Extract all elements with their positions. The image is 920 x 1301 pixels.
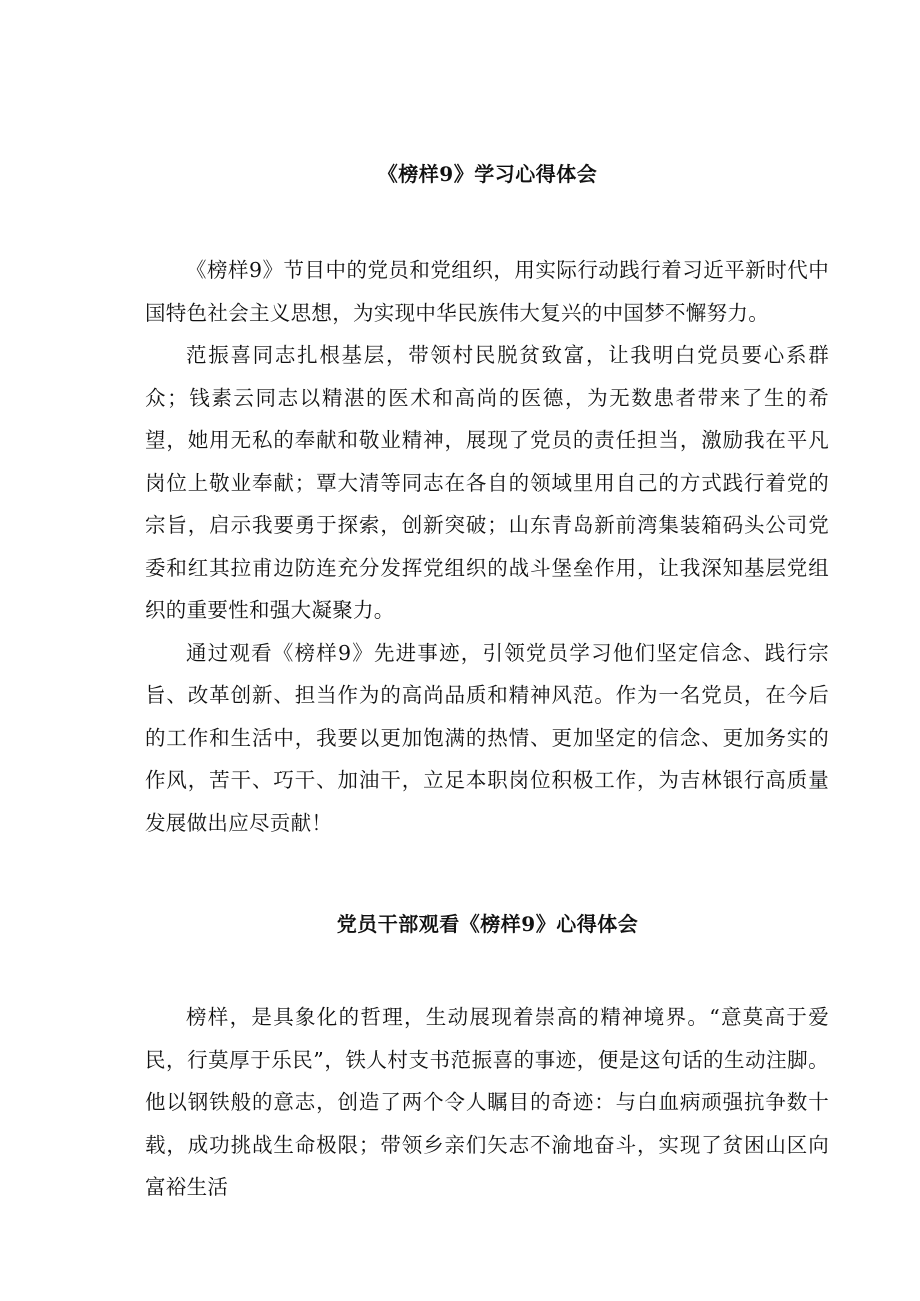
article-1-paragraph-3: 通过观看《榜样9》先进事迹，引领党员学习他们坚定信念、践行宗旨、改革创新、担当作为的高尚品质和精神风范。作为一名党员，在今后的工作和生活中，我要以更加饱满的热情、更加坚定的信念、更加务实的作风，苦干、巧干、加油干，立足本职岗位积极工作，为吉林银行高质量发展做出应尽贡献！ bbox=[145, 640, 829, 835]
article-1-title: 《榜样9》学习心得体会 bbox=[377, 162, 598, 186]
article-2-body bbox=[145, 996, 829, 1209]
article-1-body bbox=[145, 249, 829, 844]
article-1-paragraph-2: 范振喜同志扎根基层，带领村民脱贫致富，让我明白党员要心系群众；钱素云同志以精湛的医术和高尚的医德，为无数患者带来了生的希望，她用无私的奉献和敬业精神，展现了党员的责任担当，激励我在平凡岗位上敬业奉献；覃大清等同志在各自的领域里用自己的方式践行着党的宗旨，启示我要勇于探索，创新突破；山东青岛新前湾集装箱码头公司党委和红其拉甫边防连充分发挥党组织的战斗堡垒作用，让我深知基层党组织的重要性和强大凝聚力。 bbox=[145, 343, 829, 622]
article-1-paragraph-1: 《榜样9》节目中的党员和党组织，用实际行动践行着习近平新时代中国特色社会主义思想，为实现中华民族伟大复兴的中国梦不懈努力。 bbox=[145, 258, 829, 325]
article-2-paragraph-1: 榜样，是具象化的哲理，生动展现着崇高的精神境界。“意莫高于爱民，行莫厚于乐民”，铁人村支书范振喜的事迹，便是这句话的生动注脚。他以钢铁般的意志，创造了两个令人瞩目的奇迹：与白血病顽强抗争数十载，成功挑战生命极限；带领乡亲们矢志不渝地奋斗，实现了贫困山区向富裕生活 bbox=[145, 1005, 829, 1199]
article-2-title: 党员干部观看《榜样9》心得体会 bbox=[336, 912, 639, 936]
